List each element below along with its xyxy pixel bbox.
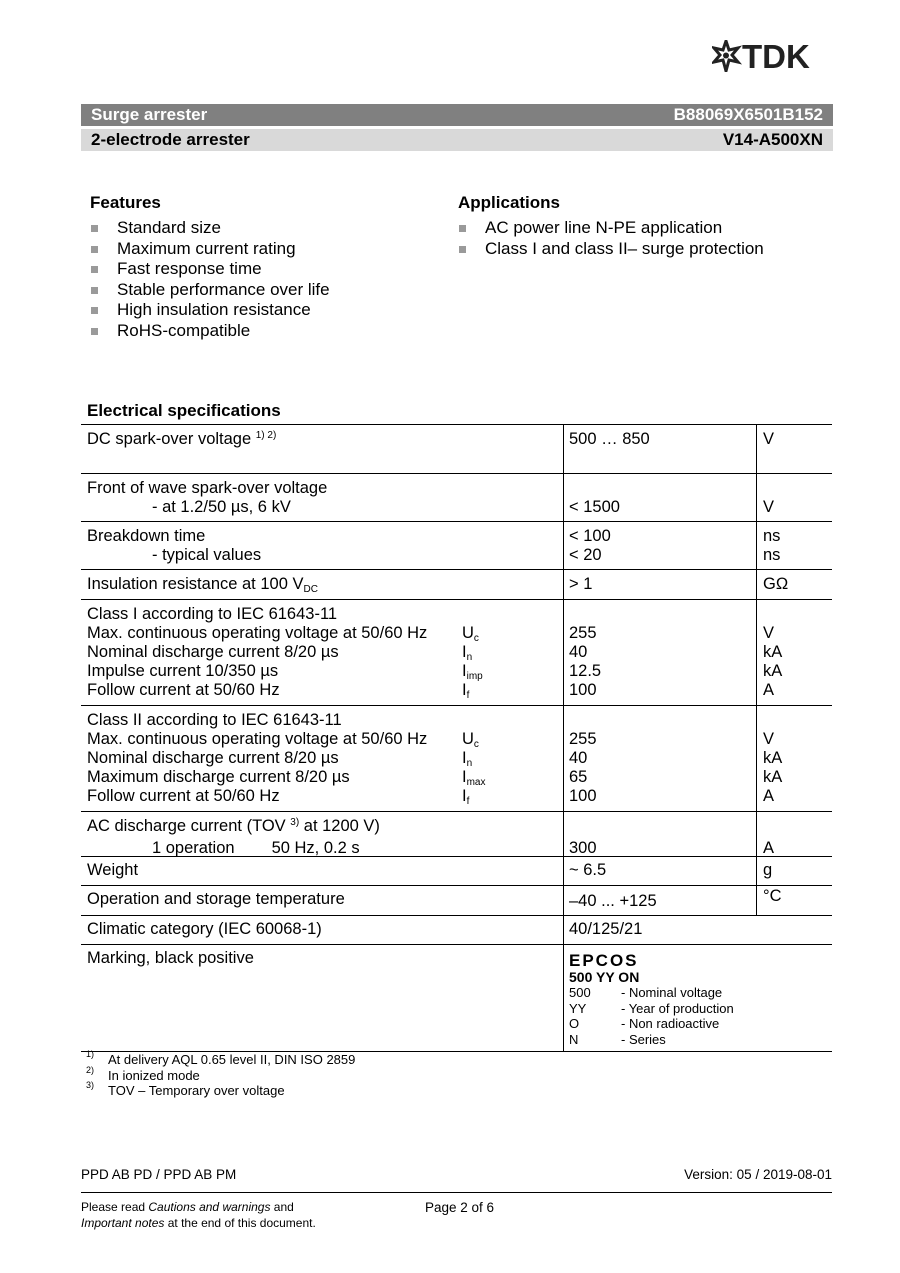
spec-unit: V	[763, 430, 775, 448]
spec-row-climatic	[81, 916, 832, 945]
spec-row-marking	[81, 945, 832, 1052]
spec-unit: °C	[763, 887, 782, 905]
feature-item	[90, 218, 330, 239]
application-item-text: AC power line N-PE application	[485, 218, 723, 237]
spec-value: > 1	[569, 575, 593, 593]
spec-value: < 20	[569, 546, 602, 564]
spec-value: 100	[569, 681, 597, 699]
feature-item-text: RoHS-compatible	[117, 320, 251, 340]
marking-code: 500 YY ON	[569, 969, 640, 985]
spec-row-weight	[81, 857, 832, 886]
spec-label: Climatic category (IEC 60068-1)	[87, 920, 322, 938]
application-item	[458, 239, 764, 260]
spec-unit: V	[763, 624, 775, 642]
spec-row-ac-discharge	[81, 812, 832, 857]
spec-symbol-sub: imp	[466, 671, 483, 682]
spec-label: Max. continuous operating voltage at 50/60 Hz	[87, 624, 428, 642]
spec-value: 12.5	[569, 662, 602, 680]
spec-unit: ns	[763, 546, 781, 564]
footnote-text: At delivery AQL 0.65 level II, DIN ISO 2859	[108, 1052, 356, 1067]
spec-value: –40 ... +125	[569, 892, 657, 910]
marking-legend-value: - Nominal voltage	[621, 985, 723, 1000]
spec-value: 300	[569, 839, 597, 857]
footer-meta	[81, 1167, 832, 1182]
bullet-square-icon	[91, 307, 98, 314]
application-item	[458, 218, 764, 239]
footnote-ref: 3)	[290, 817, 300, 828]
spec-value: 40/125/21	[569, 920, 643, 938]
footer-divider	[81, 1192, 832, 1193]
spec-label: AC discharge current (TOV	[87, 817, 286, 835]
spec-symbol-sub: n	[466, 652, 473, 663]
spec-symbol: $U_c$	[462, 624, 479, 644]
spec-row-insulation	[81, 570, 832, 600]
bullet-square-icon	[91, 287, 98, 294]
bullet-square-icon	[459, 225, 466, 232]
footer-version: Version: 05 / 2019-08-01	[684, 1167, 832, 1182]
type-designation: V14-A500XN	[722, 130, 823, 149]
brand-text: TDK	[742, 40, 810, 72]
spec-unit: GΩ	[763, 575, 789, 593]
spec-value: ~ 6.5	[569, 861, 607, 879]
feature-item-text: Fast response time	[117, 259, 262, 279]
spec-row-temperature	[81, 886, 832, 916]
footnote-mark: 3)	[86, 1080, 95, 1090]
electrical-specs-title: Electrical specifications	[87, 401, 281, 420]
spec-label: Maximum discharge current 8/20 µs	[87, 768, 350, 786]
marking-legend-item	[569, 985, 734, 1001]
spec-sublabel: - typical values	[152, 546, 262, 564]
spec-label: Follow current at 50/60 Hz	[87, 787, 280, 805]
spec-symbol-sub: c	[473, 739, 479, 750]
spec-label: DC spark-over voltage	[87, 430, 252, 448]
spec-value: 100	[569, 787, 597, 805]
header-bar-primary	[81, 104, 833, 126]
spec-symbol: $I_{imp}$	[462, 662, 483, 682]
spec-sublabel: 50 Hz, 0.2 s	[271, 839, 360, 857]
class-title: Class I according to IEC 61643-11	[87, 605, 338, 623]
spec-unit: A	[763, 787, 775, 805]
bullet-square-icon	[91, 328, 98, 335]
footnote-ref: 1) 2)	[255, 430, 277, 441]
page-number: Page 2 of 6	[425, 1200, 495, 1215]
spec-symbol: $I_n$	[462, 749, 473, 769]
spec-label-sub: DC	[303, 584, 318, 595]
spec-row-front-of-wave	[81, 474, 832, 522]
footnote-mark: 1)	[86, 1049, 95, 1059]
footer-dept: PPD AB PD / PPD AB PM	[81, 1167, 237, 1182]
spec-symbol: $I_f$	[462, 787, 470, 807]
spec-value: 40	[569, 749, 588, 767]
spec-symbol: $I_n$	[462, 643, 473, 663]
spec-value: 255	[569, 624, 597, 642]
spec-symbol: $I_f$	[462, 681, 470, 701]
spec-row-class2	[81, 706, 832, 812]
footnote-mark: 2)	[86, 1064, 95, 1075]
footnotes	[86, 1049, 356, 1099]
spec-unit: A	[763, 839, 775, 857]
applications-list	[458, 218, 764, 259]
feature-item	[90, 239, 330, 260]
header-bar-secondary	[81, 129, 833, 151]
footer-note-text: Please read	[81, 1200, 149, 1214]
feature-item	[90, 321, 330, 342]
spec-unit: V	[763, 730, 775, 748]
spec-row-class1	[81, 600, 832, 706]
marking-legend-key: YY	[569, 1000, 587, 1016]
spec-unit: kA	[763, 662, 783, 680]
spec-sublabel: 1 operation	[152, 839, 235, 857]
feature-item	[90, 300, 330, 321]
marking-legend-item	[569, 1032, 734, 1048]
footer-note-text: and	[270, 1200, 294, 1214]
spec-unit: A	[763, 681, 775, 699]
marking-legend-value: - Non radioactive	[621, 1016, 720, 1031]
spec-symbol: $I_{max}$	[462, 768, 486, 788]
spec-value: < 100	[569, 527, 611, 545]
spec-unit: kA	[763, 643, 783, 661]
spec-value: 500 … 850	[569, 430, 650, 448]
spec-symbol-sub: f	[466, 796, 470, 807]
spec-symbol-sub: c	[473, 633, 479, 644]
footnote-text: In ionized mode	[108, 1067, 200, 1083]
spec-label: Weight	[87, 861, 139, 879]
footer-note-text: at the end of this document.	[164, 1215, 316, 1230]
epcos-logo: EPCOS	[569, 951, 639, 970]
spec-label: at 1200 V)	[303, 817, 380, 835]
spec-label: Marking, black positive	[87, 949, 254, 967]
features-list	[90, 218, 330, 342]
footnote	[86, 1080, 355, 1099]
feature-item	[90, 259, 330, 280]
features-title: Features	[90, 193, 161, 212]
spec-label: Follow current at 50/60 Hz	[87, 681, 280, 699]
marking-legend-key: N	[569, 1031, 579, 1047]
spec-row-dc-sparkover	[81, 425, 832, 474]
spec-label: Insulation resistance at 100 V	[87, 575, 304, 593]
applications-title: Applications	[458, 193, 561, 212]
ordering-code: B88069X6501B152	[673, 105, 823, 124]
tdk-logo	[712, 40, 836, 72]
class-title: Class II according to IEC 61643-11	[87, 711, 342, 729]
marking-legend-value: - Year of production	[621, 1000, 734, 1016]
spec-unit: ns	[763, 527, 781, 545]
spec-unit: V	[763, 498, 775, 516]
footer-note-link-important: Important notes	[81, 1215, 165, 1230]
spec-symbol-sub: n	[466, 758, 473, 769]
spec-value: 40	[569, 643, 588, 661]
spec-sublabel: - at 1.2/50 µs, 6 kV	[152, 498, 291, 516]
spec-row-breakdown-time	[81, 522, 832, 570]
footnote-text: TOV – Temporary over voltage	[108, 1083, 285, 1098]
feature-item	[90, 280, 330, 301]
feature-item-text: Maximum current rating	[117, 238, 296, 258]
spec-symbol-sub: f	[466, 690, 470, 701]
spec-label: Breakdown time	[87, 527, 206, 545]
feature-item-text: Stable performance over life	[117, 279, 330, 299]
spec-label: Nominal discharge current 8/20 µs	[87, 643, 339, 661]
spec-symbol-sub: max	[466, 777, 486, 788]
spec-unit: kA	[763, 768, 783, 786]
marking-legend-key: O	[569, 1016, 580, 1031]
footer-note	[81, 1200, 316, 1231]
footnote	[86, 1064, 355, 1084]
spec-symbol: $U_c$	[462, 730, 479, 750]
marking-legend-item	[569, 1016, 734, 1032]
application-item-text: Class I and class II– surge protection	[485, 238, 764, 258]
spec-value: 65	[569, 768, 588, 786]
bullet-square-icon	[91, 225, 98, 232]
spec-label: Nominal discharge current 8/20 µs	[87, 749, 339, 767]
feature-item-text: High insulation resistance	[117, 300, 311, 320]
bullet-square-icon	[91, 246, 98, 253]
feature-item-text: Standard size	[117, 218, 221, 237]
spec-unit: kA	[763, 749, 783, 767]
spec-value: < 1500	[569, 498, 620, 516]
spec-unit: g	[763, 861, 773, 879]
spec-table	[81, 424, 832, 1052]
marking-legend-value: - Series	[621, 1031, 666, 1047]
spec-value: 255	[569, 730, 597, 748]
spec-label: Front of wave spark-over voltage	[87, 479, 328, 497]
footer-note-link-cautions: Cautions and warnings	[148, 1200, 271, 1214]
marking-legend-key: 500	[569, 985, 591, 1000]
bullet-square-icon	[459, 246, 466, 253]
product-type: Surge arrester	[91, 105, 208, 124]
spec-label: Impulse current 10/350 µs	[87, 662, 279, 680]
footnote	[86, 1049, 356, 1068]
product-subtitle: 2-electrode arrester	[91, 130, 250, 149]
spec-label: Operation and storage temperature	[87, 890, 345, 908]
bullet-square-icon	[91, 266, 98, 273]
spec-label: Max. continuous operating voltage at 50/60 Hz	[87, 730, 428, 748]
marking-legend-item	[569, 1001, 734, 1017]
